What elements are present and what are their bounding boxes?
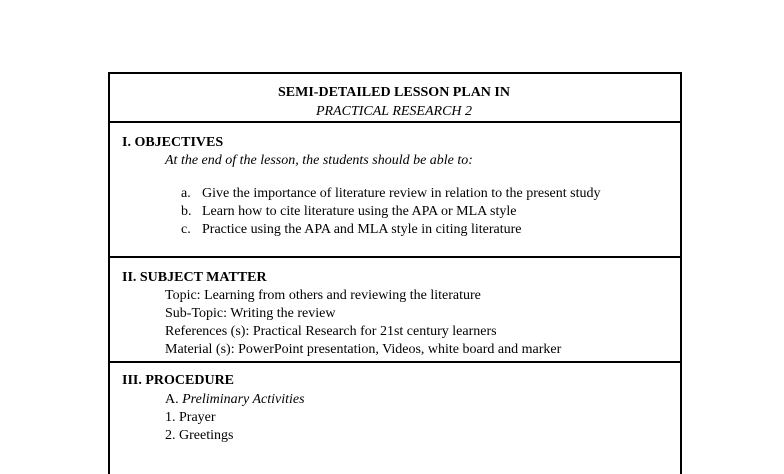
subject-topic: Topic: Learning from others and reviewing the literature — [165, 288, 481, 303]
subject-subtopic: Sub-Topic: Writing the review — [165, 306, 336, 321]
document-subtitle: PRACTICAL RESEARCH 2 — [315, 104, 473, 119]
procedure-sub-heading: Preliminary Activities — [182, 392, 305, 407]
divider — [108, 256, 680, 258]
objective-item: Learn how to cite literature using the APA or MLA style — [202, 204, 517, 219]
procedure-heading: III. PROCEDURE — [122, 373, 235, 388]
document-title: SEMI-DETAILED LESSON PLAN IN — [278, 85, 510, 100]
divider — [108, 121, 680, 123]
objective-marker: a. — [181, 186, 191, 201]
objective-item: Practice using the APA and MLA style in citing literature — [202, 222, 522, 237]
objectives-intro: At the end of the lesson, the students should be able to: — [165, 153, 473, 168]
subject-references: References (s): Practical Research for 21st century learners — [165, 324, 497, 339]
subject-materials: Material (s): PowerPoint presentation, Videos, white board and marker — [165, 342, 562, 357]
procedure-step: 2. Greetings — [165, 428, 234, 443]
objective-marker: c. — [181, 222, 191, 237]
procedure-subsection — [165, 391, 305, 409]
objective-item: Give the importance of literature review in relation to the present study — [202, 186, 601, 201]
subject-matter-heading: II. SUBJECT MATTER — [122, 270, 267, 285]
procedure-step: 1. Prayer — [165, 410, 216, 425]
procedure-sub-marker: A. — [165, 392, 179, 407]
objectives-heading: I. OBJECTIVES — [122, 135, 224, 150]
objective-marker: b. — [181, 204, 192, 219]
divider — [108, 361, 680, 363]
